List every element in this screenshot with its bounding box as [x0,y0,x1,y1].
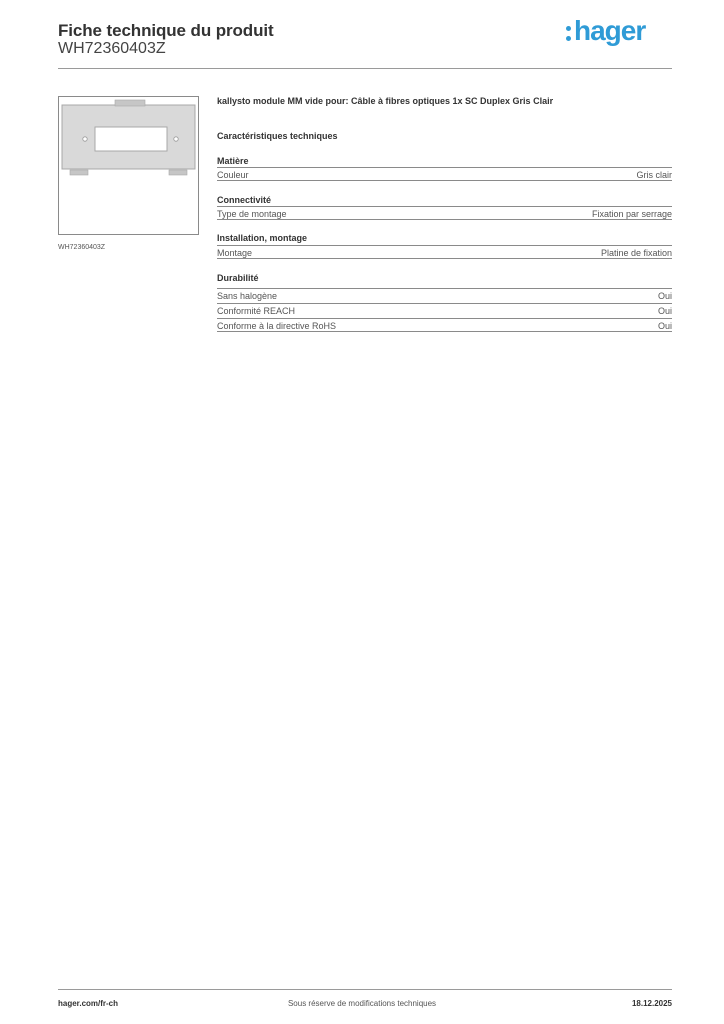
specs-title: Caractéristiques techniques [217,131,338,141]
logo-dots-icon [566,26,571,41]
spec-group-heading: Installation, montage [217,233,308,243]
spec-label: Type de montage [217,209,287,219]
footer-website: hager.com/fr-ch [58,999,119,1008]
header-divider [58,68,672,69]
footer-divider [58,989,672,990]
footer-date: 18.12.2025 [631,999,672,1008]
spec-row [217,303,672,317]
spec-value: Oui [657,306,672,316]
brand-logo [566,14,645,48]
spec-group-heading: Connectivité [217,195,272,205]
spec-label: Conforme à la directive RoHS [217,321,337,331]
spec-value: Oui [657,291,672,301]
spec-value: Gris clair [636,170,672,180]
spec-group-heading: Matière [217,156,249,166]
spec-value: Platine de fixation [600,248,672,258]
spec-value: Fixation par serrage [591,209,672,219]
spec-value: Oui [657,321,672,331]
spec-row [217,167,672,181]
product-module-image [59,97,198,234]
spec-row [217,318,672,332]
spec-group-heading: Durabilité [217,273,259,283]
spec-row [217,245,672,259]
product-reference: WH72360403Z [58,40,166,57]
spec-row [217,206,672,220]
spec-label: Montage [217,248,253,258]
spec-label: Conformité REACH [217,306,296,316]
footer-disclaimer: Sous réserve de modifications techniques [287,999,437,1008]
image-caption: WH72360403Z [58,244,106,251]
product-description: kallysto module MM vide pour: Câble à fibres optiques 1x SC Duplex Gris Clair [217,96,554,106]
spec-row [217,288,672,302]
product-image-frame [58,96,199,235]
logo-text: hager [574,15,646,46]
spec-label: Couleur [217,170,249,180]
spec-label: Sans halogène [217,291,278,301]
page-title: Fiche technique du produit [58,21,274,40]
